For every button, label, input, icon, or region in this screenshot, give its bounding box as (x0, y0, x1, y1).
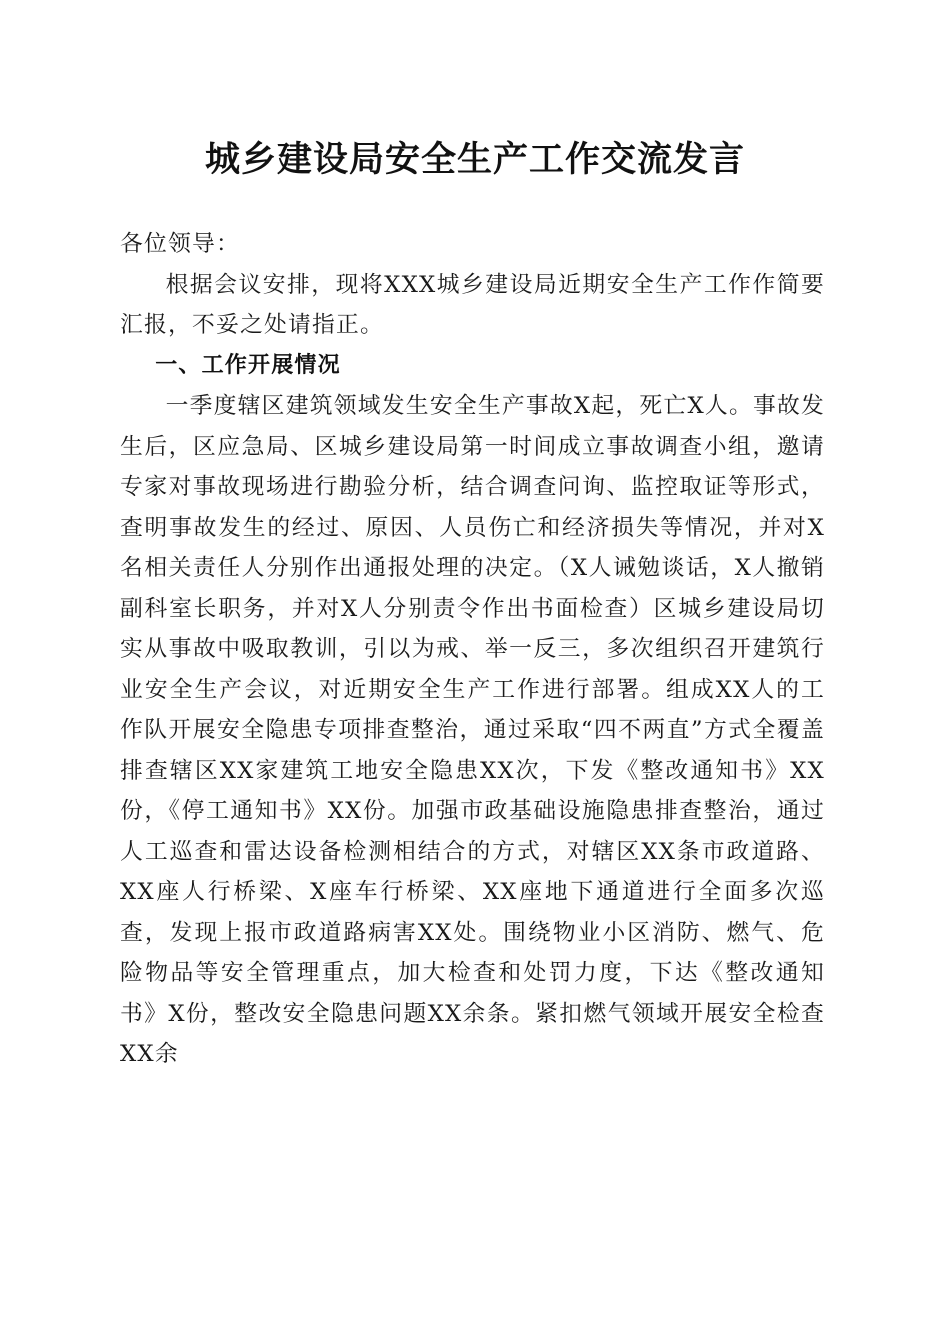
document-body (120, 224, 825, 1075)
work-progress-paragraph: 一季度辖区建筑领域发生安全生产事故X起，死亡X人。事故发生后，区应急局、区城乡建设局第一时间成立事故调查小组，邀请专家对事故现场进行勘验分析，结合调查问询、监控取证等形式，查明事故发生的经过、原因、人员伤亡和经济损失等情况，并对X名相关责任人分别作出通报处理的决定。（X人诫勉谈话，X人撤销副科室长职务，并对X人分别责令作出书面检查）区城乡建设局切实从事故中吸取教训，引以为戒、举一反三，多次组织召开建筑行业安全生产会议，对近期安全生产工作进行部署。组成XX人的工作队开展安全隐患专项排查整治，通过采取“四不两直”方式全覆盖排查辖区XX家建筑工地安全隐患XX次，下发《整改通知书》XX份，《停工通知书》XX份。加强市政基础设施隐患排查整治，通过人工巡查和雷达设备检测相结合的方式，对辖区XX条市政道路、XX座人行桥梁、X座车行桥梁、XX座地下通道进行全面多次巡查，发现上报市政道路病害XX处。围绕物业小区消防、燃气、危险物品等安全管理重点，加大检查和处罚力度，下达《整改通知书》X份，整改安全隐患问题XX余条。紧扣燃气领域开展安全检查XX余 (120, 393, 825, 1067)
document-title: 城乡建设局安全生产工作交流发言 (204, 139, 745, 180)
salutation: 各位领导： (120, 231, 240, 257)
section-heading-work-progress: 一、工作开展情况 (155, 352, 341, 378)
intro-paragraph: 根据会议安排，现将XXX城乡建设局近期安全生产工作作简要汇报，不妥之处请指正。 (120, 271, 825, 338)
